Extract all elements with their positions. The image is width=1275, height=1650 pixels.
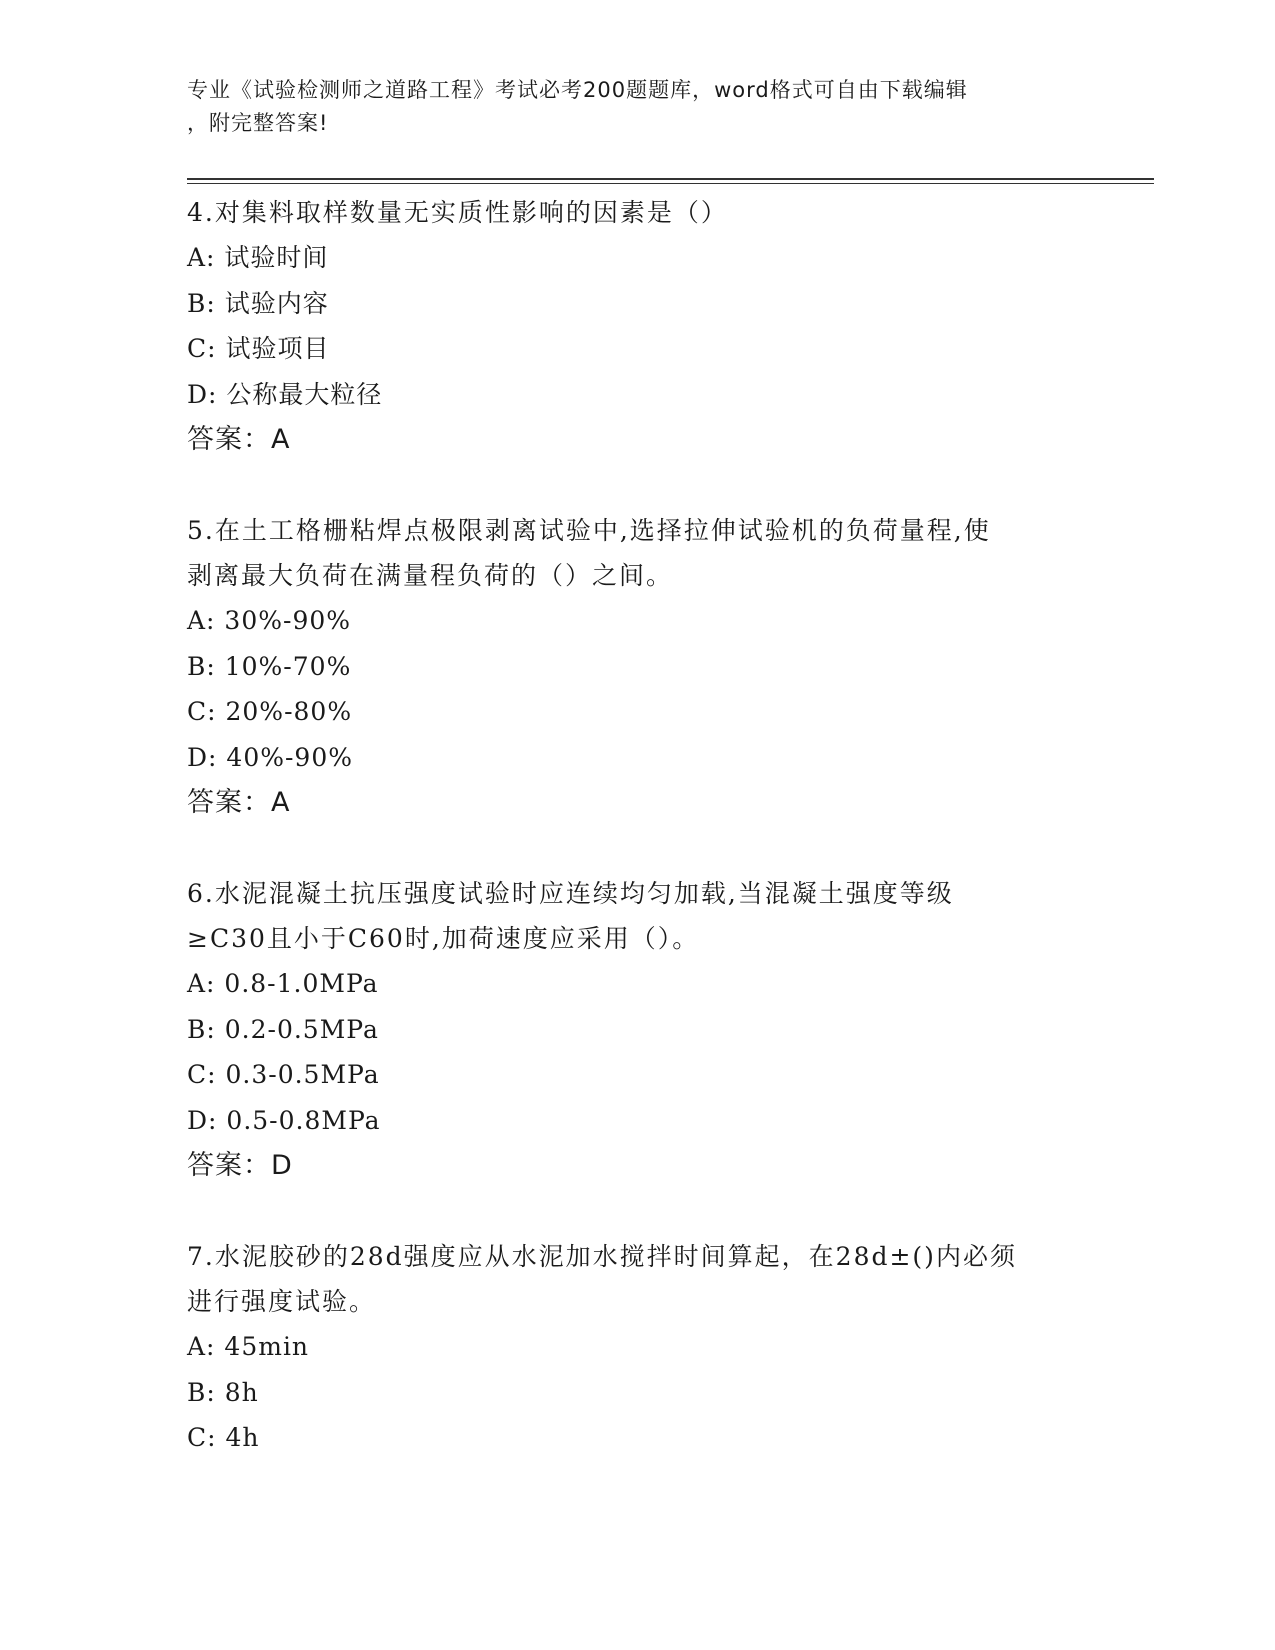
option-c: C: 4h (187, 1423, 260, 1452)
question-4 (187, 190, 1087, 462)
question-7 (187, 1234, 1087, 1461)
option-b: B: 10%-70% (187, 651, 352, 681)
document-header (187, 74, 1087, 140)
option-a: A: 45min (187, 1332, 310, 1361)
option-a: A: 30%-90% (187, 606, 352, 635)
question-text: 6.水泥混凝土抗压强度试验时应连续均匀加载,当混凝土强度等级 (187, 879, 954, 908)
question-list (187, 190, 1087, 1461)
question-5 (187, 508, 1087, 825)
header-title-line-2: ，附完整答案! (187, 111, 329, 135)
header-divider-thin (187, 183, 1154, 184)
question-text: 7.水泥胶砂的28d强度应从水泥加水搅拌时间算起，在28d±()内必须 (187, 1242, 1017, 1271)
question-text-continued: 进行强度试验。 (187, 1287, 377, 1316)
option-a: A: 0.8-1.0MPa (187, 969, 379, 998)
question-text: 4.对集料取样数量无实质性影响的因素是（） (187, 198, 728, 227)
question-text: 5.在土工格栅粘焊点极限剥离试验中,选择拉伸试验机的负荷量程,使 (187, 516, 991, 545)
header-divider-thick (187, 178, 1154, 180)
question-6 (187, 871, 1087, 1188)
question-text-continued: ≥C30且小于C60时,加荷速度应采用（）。 (187, 924, 700, 953)
question-text-continued: 剥离最大负荷在满量程负荷的（）之间。 (187, 561, 674, 590)
answer-label: 答案：D (187, 1150, 293, 1181)
option-b: B: 8h (187, 1377, 259, 1407)
header-title-line-1: 专业《试验检测师之道路工程》考试必考200题题库，word格式可自由下载编辑 (187, 78, 968, 102)
option-c: C: 试验项目 (187, 334, 330, 363)
option-d: D: 40%-90% (187, 742, 353, 772)
answer-label: 答案：A (187, 787, 291, 818)
option-c: C: 20%-80% (187, 697, 353, 726)
option-a: A: 试验时间 (187, 243, 329, 272)
option-d: D: 公称最大粒径 (187, 379, 383, 409)
option-b: B: 试验内容 (187, 288, 329, 318)
answer-label: 答案：A (187, 424, 291, 455)
option-b: B: 0.2-0.5MPa (187, 1014, 379, 1044)
option-c: C: 0.3-0.5MPa (187, 1060, 380, 1089)
option-d: D: 0.5-0.8MPa (187, 1105, 381, 1135)
